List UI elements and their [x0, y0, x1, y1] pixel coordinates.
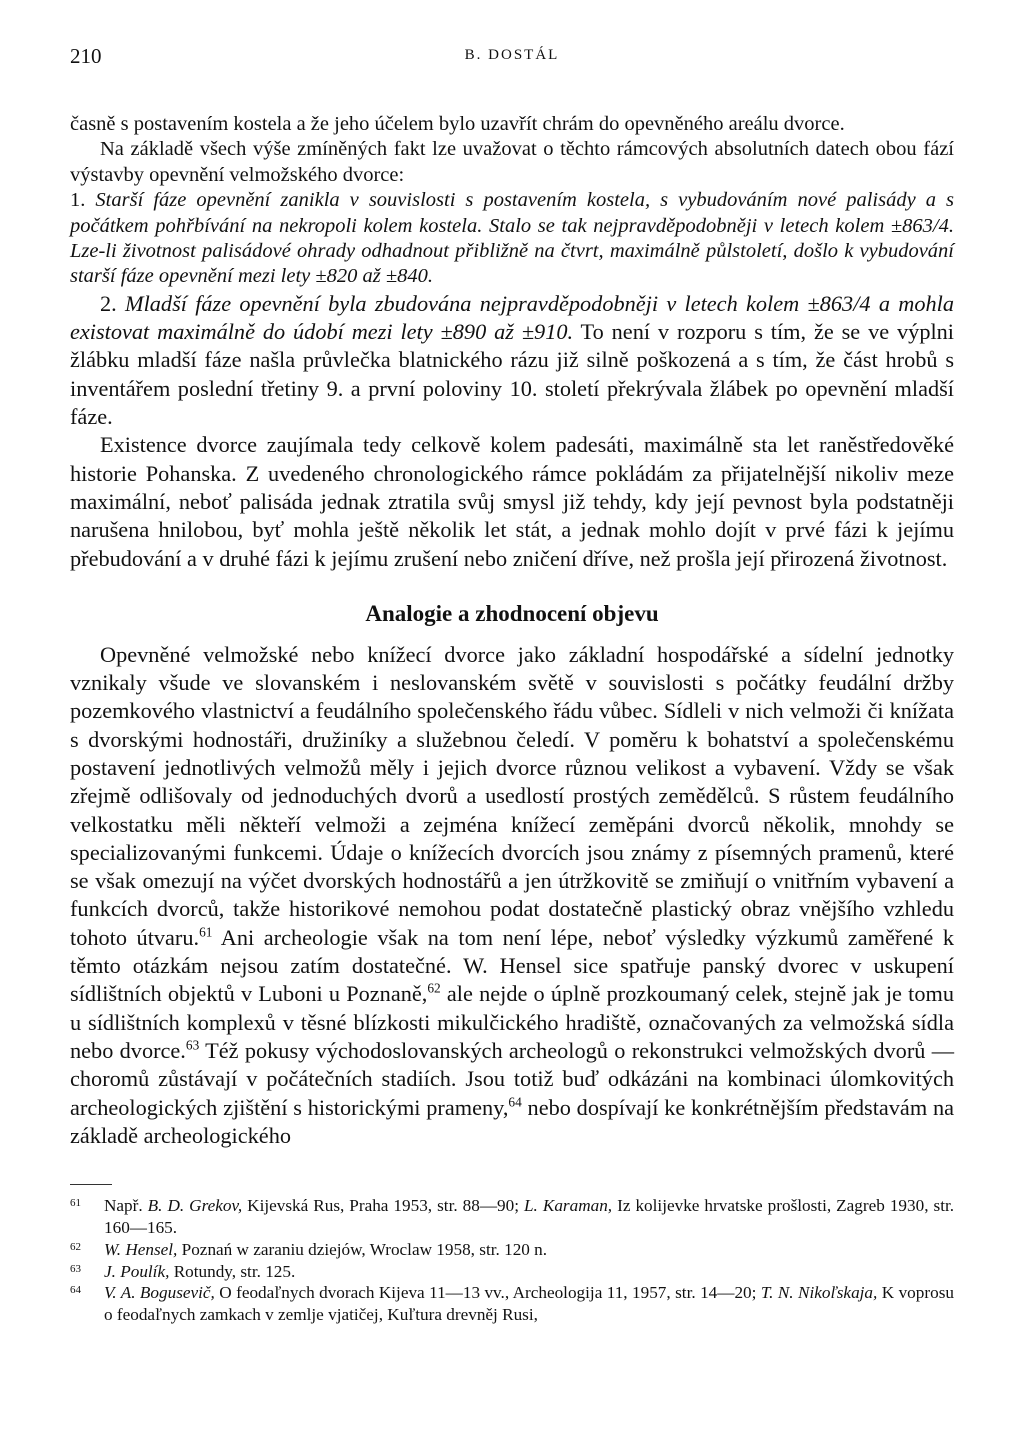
footnote-number: 61: [70, 1197, 81, 1210]
footnote-divider: [70, 1184, 112, 1185]
footnote: 64 V. A. Bogusevič, O feodaľnych dvorach Kijeva 11—13 vv., Archeologija 11, 1957, str. 14—20; T. N. Nikoľskaja, K voprosu o feodaľnych zamkach v zemlje vjatičej, Kuľtura drevněj Rusi,: [70, 1282, 954, 1326]
italic-text: Mladší fáze opevnění byla zbudována nejpravděpodobněji v letech kolem ±863/4 a mohla existovat maximálně do údobí mezi lety ±890 až ±910.: [70, 290, 954, 345]
footnotes: [70, 1195, 954, 1326]
dating-item-1: 1. Starší fáze opevnění zanikla v souvislosti s postavením kostela, s vybudováním nové palisády a s počátkem pohřbívání na nekropoli kolem kostela. Stalo se tak nejpravděpodobněji v letech kolem ±863/4. Lze-li životnost palisádové ohrady odhadnout přibližně na čtvrt, maximálně půlstoletí, došlo k vybudování starší fáze opevnění mezi lety ±820 až ±840.: [70, 189, 954, 288]
section-heading: Analogie a zhodnocení objevu: [365, 600, 659, 626]
paragraph: časně s postavením kostela a že jeho účelem bylo uzavřít chrám do opevněného areálu dvorce.: [70, 113, 845, 135]
footnote-ref[interactable]: 63: [185, 1037, 200, 1053]
footnote-number: 62: [70, 1240, 81, 1253]
footnote-number: 64: [70, 1284, 81, 1297]
dating-item-2: 2. Mladší fáze opevnění byla zbudována nejpravděpodobněji v letech kolem ±863/4 a mohla existovat maximálně do údobí mezi lety ±890 až ±910. To není v rozporu s tím, že se ve výplni žlábku mladší fáze našla průvlečka blatnického rázu již silně poškozená a s tím, že část hrobů s inventářem poslední třetiny 9. a první poloviny 10. století překrývala žlábek po opevnění mladší fáze.: [70, 290, 955, 430]
page-number: 210: [70, 44, 102, 68]
running-head-author: B. DOSTÁL: [464, 47, 560, 63]
running-head: [70, 44, 954, 84]
main-text-upper: [70, 290, 954, 573]
paragraph: Existence dvorce zaujímala tedy celkově kolem padesáti, maximálně sta let raněstředověké historie Pohanska. Z uvedeného chronologického rámce pokládám za přijatelnější nikoliv meze maximální, neboť palisáda jednak ztratila svůj smysl již tehdy, kdy její pevnost byla podstatněji narušena hnilobou, byť mohla ještě několik let stát, a jednak mohlo dojít v prvé fázi k jejímu přebudování a v druhé fázi k jejímu zrušení nebo zničení dříve, než prošla její přirozená životnost.: [70, 432, 954, 571]
italic-text: Starší fáze opevnění zanikla v souvislosti s postavením kostela, s vybudováním nové palisády a s počátkem pohřbívání na nekropoli kolem kostela. Stalo se tak nejpravděpodobněji v letech kolem ±863/4. Lze-li životnost palisádové ohrady odhadnout přibližně na čtvrt, maximálně půlstoletí, došlo k vybudování starší fáze opevnění mezi lety ±820 až ±840.: [70, 189, 954, 288]
footnote-ref[interactable]: 62: [427, 980, 441, 996]
continued-text: [70, 112, 954, 290]
footnote: 63 J. Poulík, Rotundy, str. 125.: [70, 1261, 954, 1283]
main-text-lower: [70, 641, 954, 1150]
footnote-number: 63: [70, 1262, 81, 1275]
paragraph: Na základě všech výše zmíněných fakt lze uvažovat o těchto rámcových absolutních datech obou fází výstavby opevnění velmožského dvorce:: [70, 138, 954, 186]
page: [70, 44, 954, 1326]
footnote-ref[interactable]: 61: [199, 924, 213, 940]
paragraph: Opevněné velmožské nebo knížecí dvorce jako základní hospodářské a sídelní jednotky vznikaly všude ve slovanském i neslovanském světě v souvislosti s počátky feudální držby pozemkového vlastnictví a feudálního společenského řádu vůbec. Sídleli v nich velmoži či knížata s dvorskými hodnostáři, družiníky a služebnou čeledí. V poměru k bohatství a společenskému postavení jednotlivých velmožů měly i jejich dvorce různou velikost a vybavení. Vždy se však zřejmě odlišovaly od jednoduchých dvorů a usedlostí prostých zemědělců. S růstem feudálního velkostatku měli někteří velmoži a zejména knížecí zeměpáni dvorců několik, mnohdy se specializovanými funkcemi. Údaje o knížecích dvorcích jsou známy z písemných pramenů, které se však omezují na výčet dvorských hodnostářů a jen útržkovitě se zmiňují o vnitřním vybavení a funkcích dvorců, takže historikové nemohou podat dostatečně plastický obraz vnějšího vzhledu tohoto útvaru.$^{61}$ Ani archeologie však na tom není lépe, neboť výsledky výzkumů zaměřené k těmto otázkám nejsou zatím dostatečné. W. Hensel sice spatřuje panský dvorec v uskupení sídlištních objektů v Luboni u Poznaně,$^{62}$ ale nejde o úplně prozkoumaný celek, stejně jak je tomu u sídlištních komplexů v těsné blízkosti mikulčického hradiště, označovaných za velmožská sídla nebo dvorce.$^{63}$ Též pokusy východoslovanských archeologů o rekonstrukci velmožských dvorů — choromů zůstávají v počátečních stadiích. Jsou totiž buď odkázáni na kombinaci úlomkovitých archeologických zjištění s historickými prameny,$^{64}$ nebo dospívají ke konkrétnějším představám na základě archeologického: [70, 641, 955, 1148]
footnote-ref[interactable]: 64: [508, 1094, 522, 1110]
footnote: 61 Např. B. D. Grekov, Kijevská Rus, Praha 1953, str. 88—90; L. Karaman, Iz kolijevke hrvatske prošlosti, Zagreb 1930, str. 160—165.: [70, 1195, 954, 1239]
footnote: 62 W. Hensel, Poznań w zaraniu dziejów, Wroclaw 1958, str. 120 n.: [70, 1239, 954, 1261]
